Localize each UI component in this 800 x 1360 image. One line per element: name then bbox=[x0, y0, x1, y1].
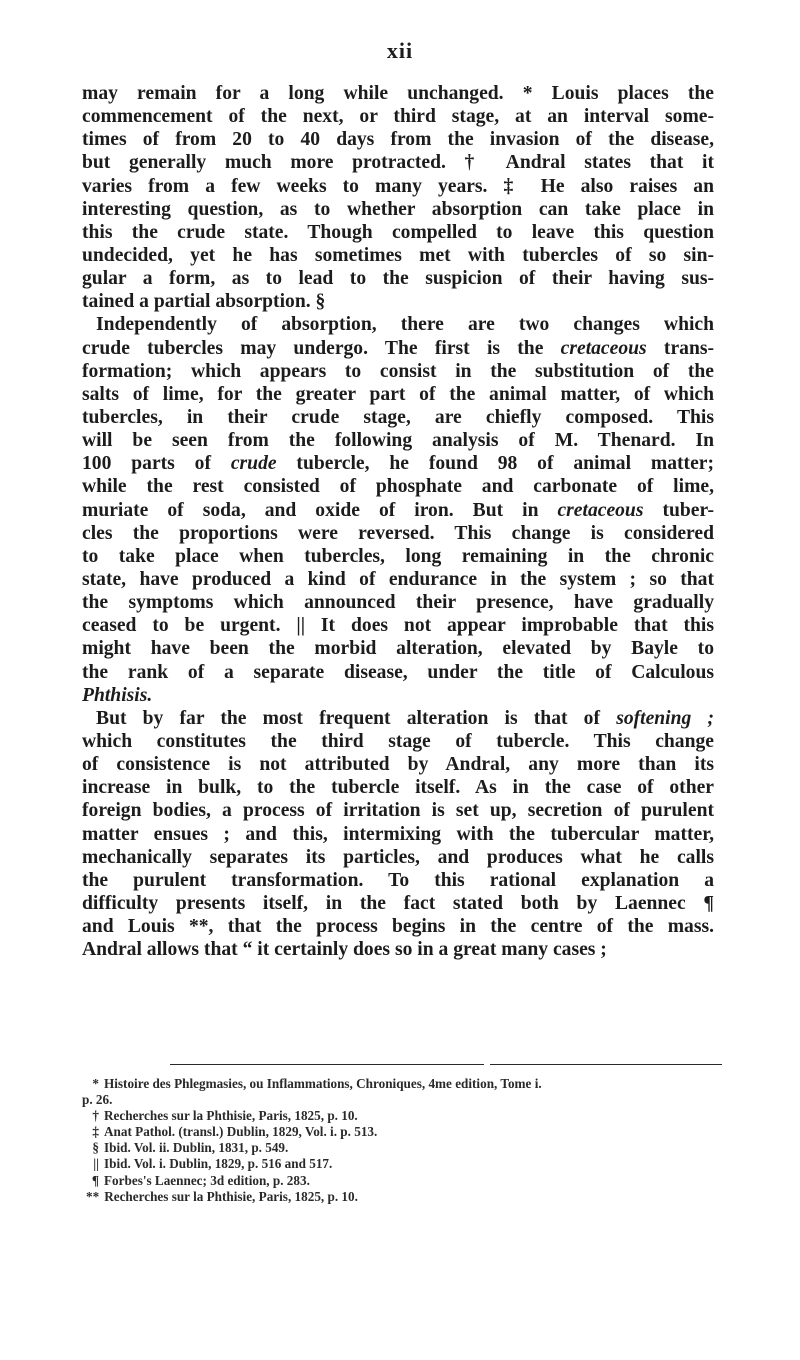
text-line bbox=[82, 406, 714, 429]
footnote bbox=[82, 1108, 722, 1124]
footnote-mark: † bbox=[92, 1108, 99, 1124]
text-segment: Andral allows that “ it certainly does so in a great many cases ; bbox=[82, 939, 607, 961]
footnote bbox=[82, 1092, 722, 1108]
text-segment: matter ensues ; and this, intermixing with the tubercular matter, bbox=[82, 823, 714, 845]
footnote-rule-left bbox=[170, 1064, 484, 1065]
italic-text: cretaceous bbox=[557, 499, 644, 521]
italic-text: cretaceous bbox=[560, 337, 647, 359]
page-number: xii bbox=[386, 38, 414, 63]
footnote-text: Histoire des Phlegmasies, ou Inflammations, Chroniques, 4me edition, Tome i. bbox=[104, 1076, 542, 1091]
text-line bbox=[82, 244, 714, 267]
text-line bbox=[82, 128, 714, 151]
text-segment: while the rest consisted of phosphate and carbonate of lime, bbox=[82, 476, 714, 498]
text-segment: which constitutes the third stage of tubercle. This change bbox=[82, 730, 714, 752]
text-segment: interesting question, as to whether absorption can take place in bbox=[82, 198, 714, 220]
footnote-mark: || bbox=[93, 1156, 99, 1172]
body-text bbox=[82, 82, 714, 961]
text-segment: to take place when tubercles, long remaining in the chronic bbox=[82, 545, 714, 567]
text-line bbox=[82, 799, 714, 822]
text-line bbox=[82, 337, 714, 360]
footnote bbox=[82, 1076, 722, 1092]
text-line bbox=[82, 290, 714, 313]
italic-text: crude bbox=[230, 453, 277, 475]
text-line bbox=[82, 383, 714, 406]
text-segment: gular a form, as to lead to the suspicion of their having sus- bbox=[82, 268, 714, 290]
footnote-text: Ibid. Vol. i. Dublin, 1829, p. 516 and 517. bbox=[104, 1156, 333, 1172]
text-segment: might have been the morbid alteration, elevated by Bayle to bbox=[82, 638, 714, 660]
text-segment: foreign bodies, a process of irritation is set up, secretion of purulent bbox=[82, 800, 714, 822]
text-segment: formation; which appears to consist in the substitution of the bbox=[82, 360, 714, 382]
text-segment: but generally much more protracted. † Andral states that it bbox=[82, 152, 714, 174]
text-segment: the symptoms which announced their presence, have gradually bbox=[82, 592, 714, 614]
text-segment: commencement of the next, or third stage, at an interval some- bbox=[82, 106, 714, 128]
text-segment: 100 parts of bbox=[82, 453, 231, 475]
footnote-rule-right bbox=[490, 1064, 722, 1065]
text-segment: the rank of a separate disease, under the title of Calculous bbox=[82, 661, 714, 683]
text-segment: the purulent transformation. To this rational explanation a bbox=[82, 869, 714, 891]
text-line bbox=[82, 637, 714, 660]
text-line bbox=[82, 499, 714, 522]
text-line bbox=[82, 730, 714, 753]
text-segment: and Louis **, that the process begins in the centre of the mass. bbox=[82, 916, 714, 938]
text-line bbox=[82, 522, 714, 545]
footnote bbox=[82, 1156, 722, 1172]
text-segment: Independently of absorption, there are two changes which bbox=[96, 314, 714, 336]
text-segment: tubercle, he found 98 of animal matter; bbox=[276, 453, 714, 475]
text-line bbox=[82, 313, 714, 336]
footnote-text: Forbes's Laennec; 3d edition, p. 283. bbox=[104, 1172, 310, 1188]
text-segment: But by far the most frequent alteration is that of bbox=[96, 707, 617, 729]
footnote-mark: * bbox=[92, 1076, 99, 1091]
footnotes bbox=[82, 1076, 722, 1205]
text-line bbox=[82, 105, 714, 128]
text-line bbox=[82, 776, 714, 799]
text-line bbox=[82, 429, 714, 452]
text-line bbox=[82, 938, 714, 961]
text-line bbox=[82, 915, 714, 938]
text-line bbox=[82, 221, 714, 244]
paragraph bbox=[82, 82, 714, 313]
text-line bbox=[82, 661, 714, 684]
footnote-text: Anat Pathol. (transl.) Dublin, 1829, Vol. i. p. 513. bbox=[104, 1124, 378, 1140]
paragraph bbox=[82, 707, 714, 962]
footnote-mark: ** bbox=[86, 1188, 100, 1204]
text-line bbox=[82, 684, 714, 707]
text-line bbox=[82, 452, 714, 475]
text-line bbox=[82, 707, 714, 730]
text-line bbox=[82, 475, 714, 498]
text-line bbox=[82, 869, 714, 892]
text-segment: difficulty presents itself, in the fact stated both by Laennec ¶ bbox=[82, 892, 714, 914]
text-line bbox=[82, 591, 714, 614]
text-segment: tained a partial absorption. § bbox=[82, 291, 326, 313]
text-line bbox=[82, 545, 714, 568]
text-segment: mechanically separates its particles, and produces what he calls bbox=[82, 846, 714, 868]
footnote-mark: ‡ bbox=[92, 1124, 99, 1140]
text-line bbox=[82, 892, 714, 915]
italic-text: Phthisis. bbox=[82, 684, 153, 706]
footnote bbox=[82, 1173, 722, 1189]
text-segment: state, have produced a kind of endurance in the system ; so that bbox=[82, 568, 714, 590]
italic-text: softening ; bbox=[616, 707, 715, 729]
text-segment: crude tubercles may undergo. The first is the bbox=[82, 337, 561, 359]
footnote-text: Recherches sur la Phthisie, Paris, 1825, p. 10. bbox=[104, 1188, 358, 1204]
text-segment: salts of lime, for the greater part of the animal matter, of which bbox=[82, 383, 714, 405]
text-segment: times of from 20 to 40 days from the invasion of the disease, bbox=[82, 129, 714, 151]
footnote-text: p. 26. bbox=[82, 1092, 113, 1108]
text-line bbox=[82, 82, 714, 105]
text-line bbox=[82, 568, 714, 591]
text-segment: increase in bulk, to the tubercle itself. As in the case of other bbox=[82, 777, 714, 799]
footnote-mark: ¶ bbox=[91, 1172, 99, 1188]
footnote-text: Recherches sur la Phthisie, Paris, 1825, p. 10. bbox=[104, 1108, 358, 1124]
text-segment: muriate of soda, and oxide of iron. But in bbox=[82, 499, 558, 521]
footnote-text: Ibid. Vol. ii. Dublin, 1831, p. 549. bbox=[104, 1140, 289, 1156]
text-line bbox=[82, 151, 714, 174]
text-line bbox=[82, 198, 714, 221]
text-segment: will be seen from the following analysis of M. Thenard. In bbox=[82, 430, 714, 452]
text-line bbox=[82, 360, 714, 383]
text-line bbox=[82, 267, 714, 290]
text-line bbox=[82, 753, 714, 776]
footnote bbox=[82, 1124, 722, 1140]
text-line bbox=[82, 614, 714, 637]
footnote-mark: § bbox=[92, 1140, 99, 1156]
footnote bbox=[82, 1189, 722, 1205]
text-segment: cles the proportions were reversed. This change is considered bbox=[82, 522, 714, 544]
text-segment: trans- bbox=[646, 337, 714, 359]
text-line bbox=[82, 175, 714, 198]
text-segment: this the crude state. Though compelled to leave this question bbox=[82, 221, 714, 243]
text-segment: tuber- bbox=[643, 499, 714, 521]
text-segment: undecided, yet he has sometimes met with tubercles of so sin- bbox=[82, 244, 714, 266]
footnote bbox=[82, 1140, 722, 1156]
text-segment: tubercles, in their crude stage, are chiefly composed. This bbox=[82, 406, 714, 428]
text-line bbox=[82, 846, 714, 869]
text-line bbox=[82, 823, 714, 846]
text-segment: ceased to be urgent. || It does not appear improbable that this bbox=[82, 615, 714, 637]
text-segment: varies from a few weeks to many years. ‡ He also raises an bbox=[82, 175, 714, 197]
text-segment: of consistence is not attributed by Andral, any more than its bbox=[82, 754, 714, 776]
text-segment: may remain for a long while unchanged. * Louis places the bbox=[82, 83, 714, 104]
paragraph bbox=[82, 313, 714, 706]
